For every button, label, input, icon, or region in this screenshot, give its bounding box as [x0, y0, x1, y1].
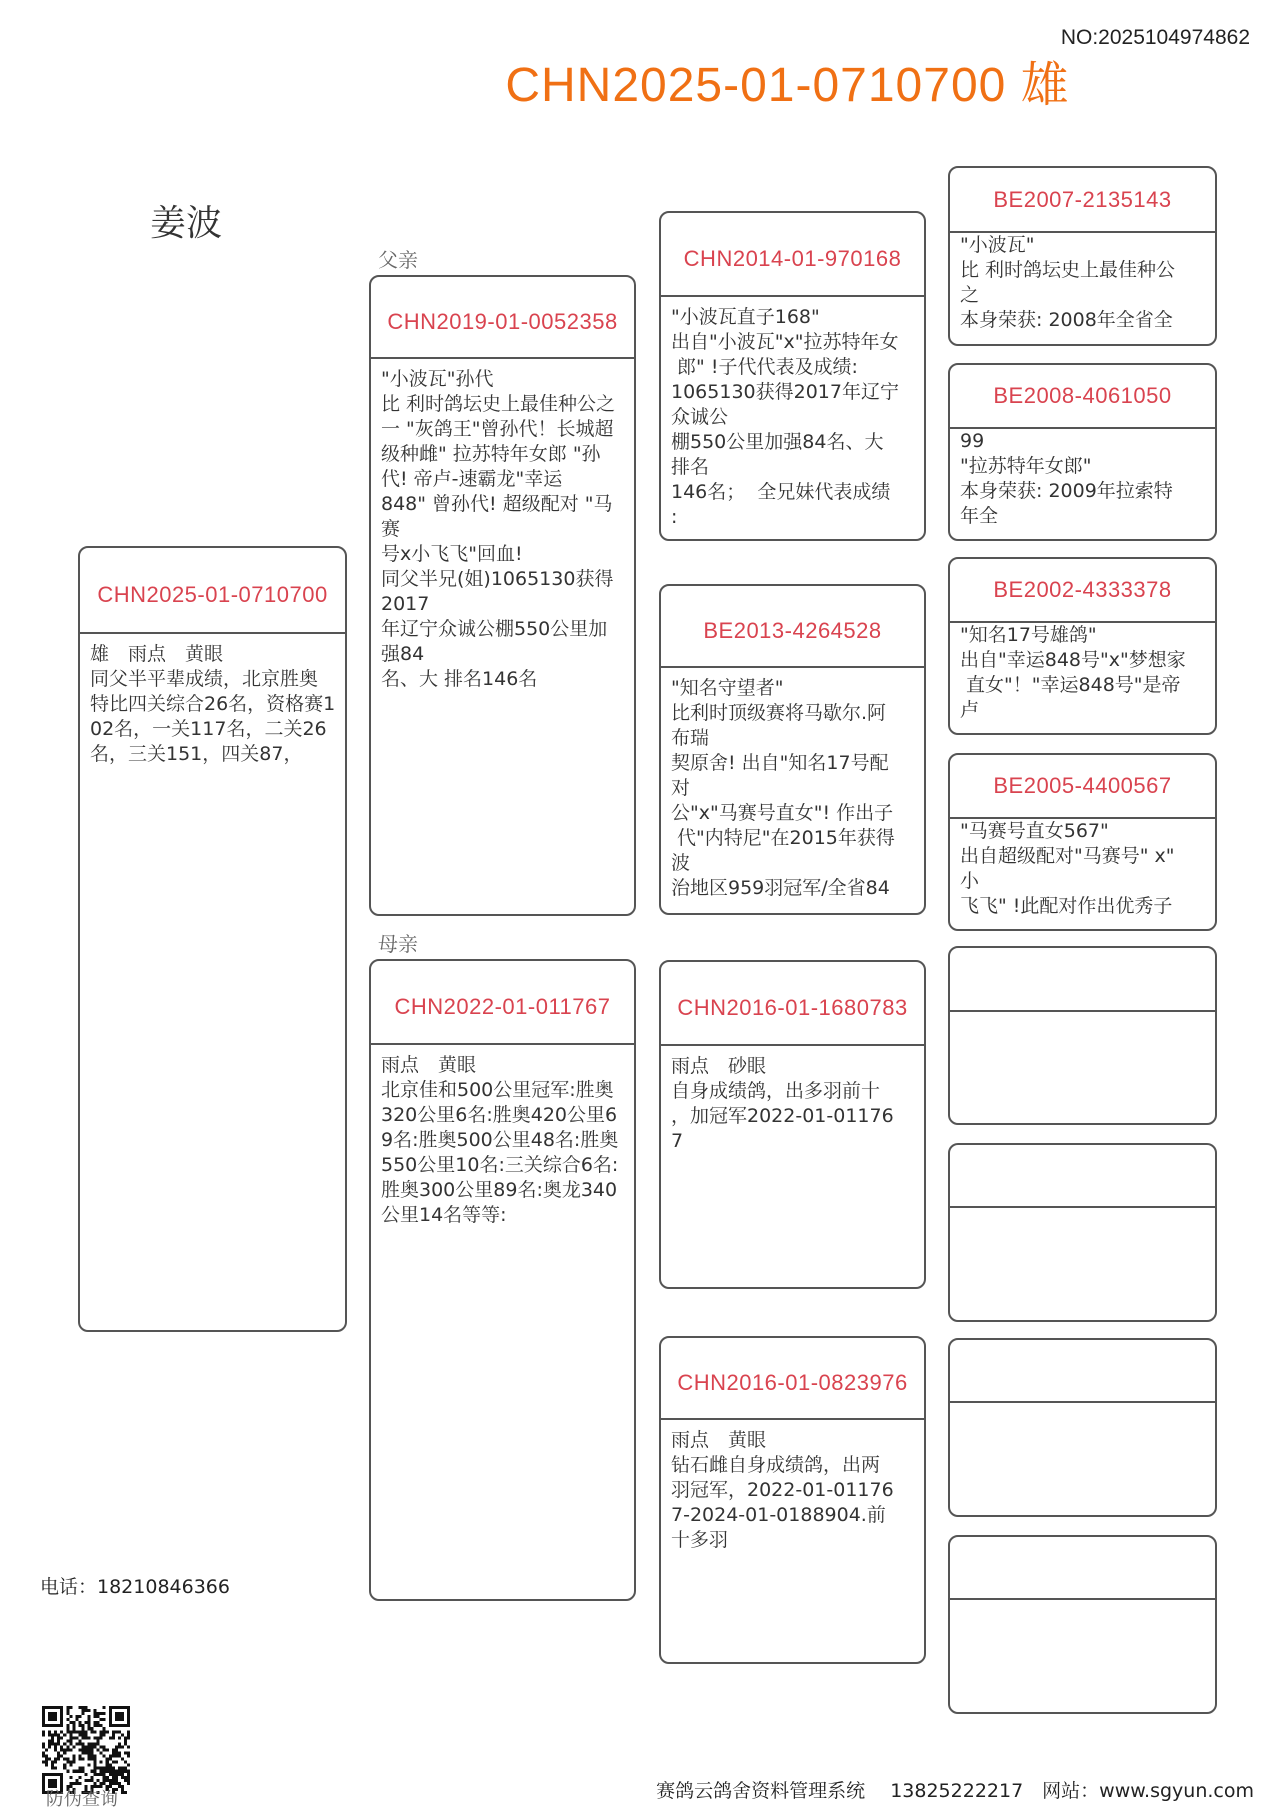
father-ring: CHN2019-01-0052358	[371, 277, 634, 359]
phone-number: 电话：18210846366	[40, 1576, 230, 1598]
subject-card	[78, 546, 347, 1332]
grandparent-ring: CHN2016-01-1680783	[661, 962, 924, 1046]
great-grandparent-card-empty	[948, 1338, 1217, 1517]
mother-card	[369, 959, 636, 1601]
great-grandparent-ring: BE2008-4061050	[950, 365, 1215, 429]
serial-number: NO:2025104974862	[1060, 26, 1250, 49]
grandparent-ring: CHN2016-01-0823976	[661, 1338, 924, 1420]
great-grandparent-ring	[950, 1537, 1215, 1600]
mother-ring: CHN2022-01-011767	[371, 961, 634, 1045]
great-grandparent-ring: BE2007-2135143	[950, 168, 1215, 233]
great-grandparent-info: "马赛号直女567" 出自超级配对"马赛号" x" 小 飞飞" !此配对作出优秀子	[960, 820, 1175, 917]
mother-label: 母亲	[378, 932, 418, 956]
great-grandparent-card-empty	[948, 946, 1217, 1125]
great-grandparent-ring: BE2002-4333378	[950, 559, 1215, 623]
grandparent-card	[659, 960, 926, 1289]
great-grandparent-ring: BE2005-4400567	[950, 755, 1215, 819]
grandparent-ring: CHN2014-01-970168	[661, 213, 924, 297]
great-grandparent-info	[950, 1012, 1215, 1123]
grandparent-ring: BE2013-4264528	[661, 586, 924, 668]
great-grandparent-card	[948, 166, 1217, 346]
great-grandparent-card	[948, 557, 1217, 735]
great-grandparent-info	[950, 1208, 1215, 1320]
grandparent-info: 雨点 砂眼 自身成绩鸽，出多羽前十 ，加冠军2022-01-01176 7	[671, 1055, 894, 1152]
great-grandparent-info	[950, 1403, 1215, 1515]
great-grandparent-info: 99 "拉苏特年女郎" 本身荣获: 2009年拉索特 年全	[960, 430, 1173, 527]
great-grandparent-card-empty	[948, 1143, 1217, 1322]
anti-counterfeit-label[interactable]: 防伪查询	[46, 1789, 118, 1810]
father-card	[369, 275, 636, 916]
pedigree-title: CHN2025-01-0710700 雄	[505, 59, 1070, 112]
great-grandparent-card	[948, 753, 1217, 931]
great-grandparent-card-empty	[948, 1535, 1217, 1714]
grandparent-info: 雨点 黄眼 钻石雌自身成绩鸽，出两 羽冠军，2022-01-01176 7-2024-01-0188904.前 十多羽	[671, 1429, 894, 1551]
mother-info: 雨点 黄眼 北京佳和500公里冠军:胜奥320公里6名:胜奥420公里69名:胜奥500公里48名:胜奥550公里10名:三关综合6名:胜奥300公里89名:奥龙340公里14名等等:	[381, 1054, 619, 1226]
great-grandparent-card	[948, 363, 1217, 541]
grandparent-card	[659, 584, 926, 915]
subject-ring: CHN2025-01-0710700	[80, 548, 345, 634]
great-grandparent-info: "小波瓦" 比 利时鸽坛史上最佳种公 之 本身荣获: 2008年全省全	[960, 234, 1176, 331]
great-grandparent-info	[950, 1600, 1215, 1712]
grandparent-info: "知名守望者" 比利时顶级赛将马歇尔.阿 布瑞 契原舍! 出自"知名17号配 对 公"x"马赛号直女"! 作出子 代"内特尼"在2015年获得 波 治地区959羽冠军/全省84	[671, 677, 895, 899]
great-grandparent-ring	[950, 948, 1215, 1012]
father-label: 父亲	[378, 248, 418, 272]
owner-name: 姜波	[150, 203, 223, 244]
great-grandparent-info: "知名17号雄鸽" 出自"幸运848号"x"梦想家 直女"！"幸运848号"是帝 卢	[960, 624, 1186, 721]
grandparent-card	[659, 211, 926, 541]
great-grandparent-ring	[950, 1145, 1215, 1208]
grandparent-card	[659, 1336, 926, 1664]
footer-text: 赛鸽云鸽舍资料管理系统 13825222217 网站：www.sgyun.com	[656, 1780, 1254, 1802]
father-info: "小波瓦"孙代 比 利时鸽坛史上最佳种公之 一 "灰鸽王"曾孙代！长城超 级种雌" 拉苏特年女郎 "孙 代! 帝卢-速霸龙"幸运 848" 曾孙代! 超级配对 "马赛 号x小飞飞"回血! 同父半兄(姐)1065130获得 2017 年辽宁众诚公棚550公里加强84 名、大 排名146名	[381, 368, 616, 690]
qr-code-icon[interactable]	[42, 1706, 130, 1794]
grandparent-info: "小波瓦直子168" 出自"小波瓦"x"拉苏特年女 郎" !子代代表及成绩: 1065130获得2017年辽宁 众诚公 棚550公里加强84名、大 排名 146名； 全兄妹代表成绩 :	[671, 306, 899, 528]
great-grandparent-ring	[950, 1340, 1215, 1403]
subject-info: 雄 雨点 黄眼 同父半平辈成绩，北京胜奥特比四关综合26名，资格赛102名，一关117名，二关26名，三关151，四关87，	[90, 643, 336, 765]
